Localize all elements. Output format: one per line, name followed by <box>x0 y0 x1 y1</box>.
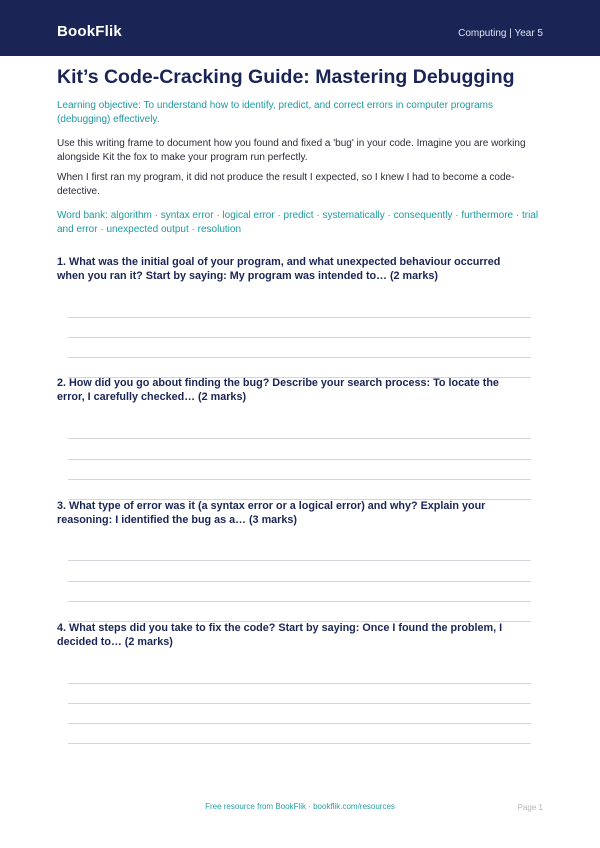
answer-line[interactable] <box>68 459 531 460</box>
answer-line[interactable] <box>68 703 531 704</box>
question-4: 4. What steps did you take to fix the code? Start by saying: Once I found the problem, I decided to… (2 marks) <box>57 622 503 648</box>
answer-line[interactable] <box>68 438 531 439</box>
question-1: 1. What was the initial goal of your program, and what unexpected behaviour occurred when you ran it? Start by saying: My program was intended to… (2 marks) <box>57 256 501 282</box>
answer-line[interactable] <box>68 683 531 684</box>
answer-line[interactable] <box>68 601 531 602</box>
page-number: Page 1 <box>517 803 543 812</box>
word-bank: Word bank: algorithm · syntax error · logical error · predict · systematically · consequently · furthermore · trial and error · unexpected output · resolution <box>57 210 539 235</box>
answer-line[interactable] <box>68 337 531 338</box>
intro-text: Use this writing frame to document how you found and fixed a 'bug' in your code. Imagine you are working alongside Kit the fox to make your program run perfectly. <box>57 138 526 163</box>
answer-line[interactable] <box>68 581 531 582</box>
page-title: Kit’s Code-Cracking Guide: Mastering Debugging <box>57 66 515 88</box>
question-2: 2. How did you go about finding the bug? Describe your search process: To locate the error, I carefully checked… (2 marks) <box>57 377 499 403</box>
question-3: 3. What type of error was it (a syntax error or a logical error) and why? Explain your reasoning: I identified the bug as a… (3 marks) <box>57 500 486 526</box>
header-bar <box>0 0 600 56</box>
answer-line[interactable] <box>68 723 531 724</box>
answer-line[interactable] <box>68 743 531 744</box>
answer-line[interactable] <box>68 560 531 561</box>
answer-line[interactable] <box>68 357 531 358</box>
footer-credit[interactable]: Free resource from BookFlik · bookflik.com/resources <box>205 802 395 811</box>
answer-line[interactable] <box>68 479 531 480</box>
answer-line[interactable] <box>68 317 531 318</box>
opener-text: When I first ran my program, it did not produce the result I expected, so I knew I had to become a code-detective. <box>57 172 515 197</box>
subject-year-label: Computing | Year 5 <box>458 28 543 39</box>
learning-objective: Learning objective: To understand how to identify, predict, and correct errors in computer programs (debugging) effectively. <box>57 100 493 125</box>
brand-logo[interactable]: BookFlik <box>57 23 122 40</box>
